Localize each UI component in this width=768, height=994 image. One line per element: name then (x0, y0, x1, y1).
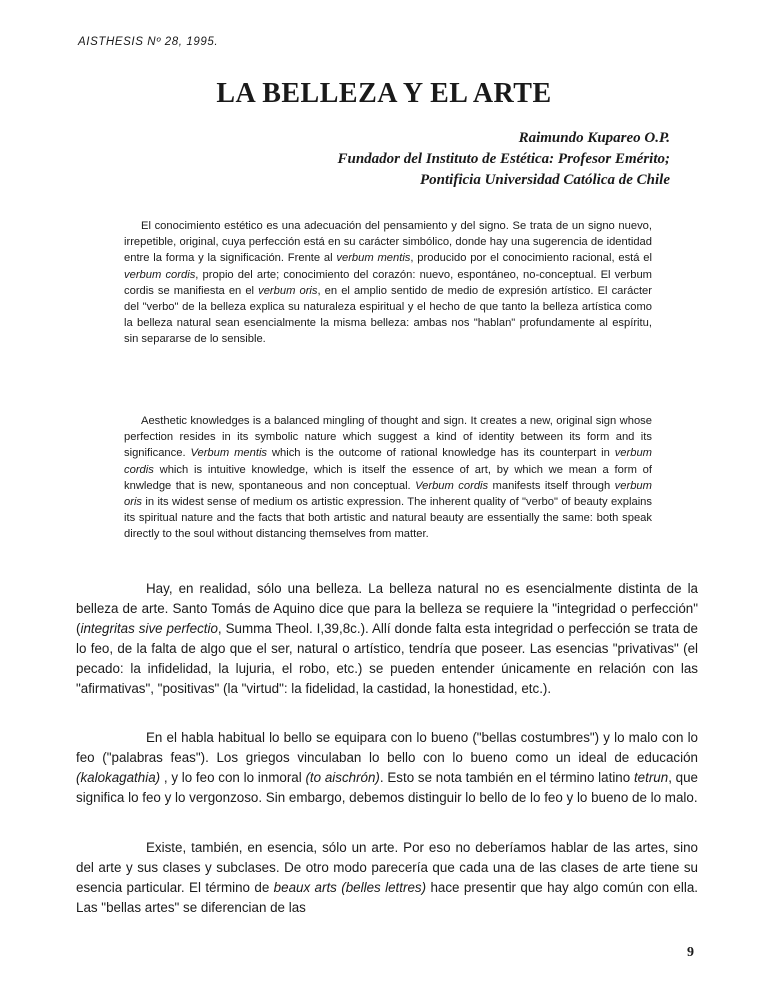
abstract-en-term: Verbum cordis (415, 479, 489, 492)
abstract-en-text: which is the outcome of rational knowledge has its counterpart in (267, 447, 615, 460)
abstract-es-term: verbum cordis (124, 268, 196, 281)
abstract-es-text: El conocimiento estético es una adecuación del pensamiento y del signo. Se trata de un signo nuevo, irrepetible, original, cuya perfección está en su carácter simbólico, donde hay una sugerencia de identidad entre la forma y la significación. Frente al (124, 220, 652, 265)
body-text: , y lo feo con lo inmoral (160, 770, 306, 785)
body-text: Hay, en realidad, sólo una belleza. La belleza natural no es esencialmente distinta de la belleza de arte. Santo Tomás de Aquino dice que para la belleza se requiere la "integridad o perfección" ( (76, 581, 698, 636)
abstract-en-term: Verbum mentis (190, 447, 268, 460)
author-affiliation-1: Fundador del Instituto de Estética: Profesor Emérito; (337, 151, 670, 167)
author-name: Raimundo Kupareo O.P. (518, 130, 670, 146)
abstract-en-text: in its widest sense of medium os artistic expression. The inherent quality of "verbo" of beauty explains its spiritual nature and the facts that both artistic and natural beauty are essentially the same: both speak directly to the soul without distancing themselves from matter. (124, 496, 652, 541)
abstract-es-term: verbum mentis (336, 252, 411, 265)
abstract-en-term: verbum cordis (124, 447, 652, 476)
abstract-en-text: Aesthetic knowledges is a balanced mingling of thought and sign. It creates a new, original sign whose perfection resides in its symbolic nature which suggest a kind of identity between its form and its significance. (124, 415, 652, 460)
body-term: (kalokagathia) (76, 770, 161, 785)
journal-header: AISTHESIS Nº 28, 1995. (78, 36, 219, 48)
body-paragraph-1 (76, 579, 698, 699)
author-affiliation-2: Pontificia Universidad Católica de Chile (420, 172, 670, 188)
abstract-es-text: , producido por el conocimiento racional, está el (410, 252, 652, 265)
abstract-en-text: manifests itself through (488, 479, 615, 492)
abstract-en-text: which is intuitive knowledge, which is itself the essence of art, by which we mean a form of knwledge that is new, spontaneous and non conceptual. (124, 463, 652, 492)
abstract-en-term: verbum oris (124, 479, 652, 509)
abstract-spanish (124, 218, 652, 348)
body-term: beaux arts (belles lettres) (273, 880, 427, 895)
body-term: (to aischrón) (305, 770, 380, 785)
abstract-english (124, 413, 652, 543)
abstract-es-text: , en el amplio sentido de medio de expresión artístico. El carácter del "verbo" de la belleza explica su naturaleza espiritual y el hecho de que tanto la belleza artística como la belleza natural sean esencialmente la misma belleza: ambas nos "hablan" profundamente al espíritu, sin separarse de lo sensible. (124, 284, 652, 346)
article-title: LA BELLEZA Y EL ARTE (216, 78, 552, 109)
body-paragraph-3 (76, 838, 698, 918)
abstract-es-term: verbum oris (258, 284, 318, 297)
body-paragraph-2 (76, 728, 698, 808)
body-text: hace presentir que hay algo común con ella. Las "bellas artes" se diferencian de las (76, 880, 698, 915)
body-text: , que significa lo feo y lo vergonzoso. Sin embargo, debemos distinguir lo bello de lo feo y lo bueno de lo malo. (76, 770, 698, 805)
body-text: , Summa Theol. I,39,8c.). Allí donde falta esta integridad o perfección se trata de lo feo, de la falta de algo que el ser, natural o artístico, tendría que poseer. Las esencias "privativas" (el pecado: la infidelidad, la lujuria, el robo, etc.) se pueden entender únicamente en relación con las "afirmativas", "positivas" (la "virtud": la fidelidad, la castidad, la honestidad, etc.). (76, 621, 699, 696)
body-text: Existe, también, en esencia, sólo un arte. Por eso no deberíamos hablar de las artes, sino del arte y sus clases y subclases. De otro modo parecería que cada una de las clases de arte tiene su esencia particular. El término de (76, 840, 698, 895)
body-text: En el habla habitual lo bello se equipara con lo bueno ("bellas costumbres") y lo malo con lo feo ("palabras feas"). Los griegos vinculaban lo bello con lo bueno como un ideal de educación (76, 730, 698, 765)
author-block (337, 128, 670, 191)
body-term: integritas sive perfectio (80, 621, 218, 636)
body-text: . Esto se nota también en el término latino (379, 770, 634, 785)
abstract-es-text: , propio del arte; conocimiento del corazón: nuevo, espontáneo, no-conceptual. El verbum cordis se manifiesta en el (124, 268, 652, 297)
page-number: 9 (687, 945, 694, 960)
body-term: tetrun (633, 770, 669, 785)
